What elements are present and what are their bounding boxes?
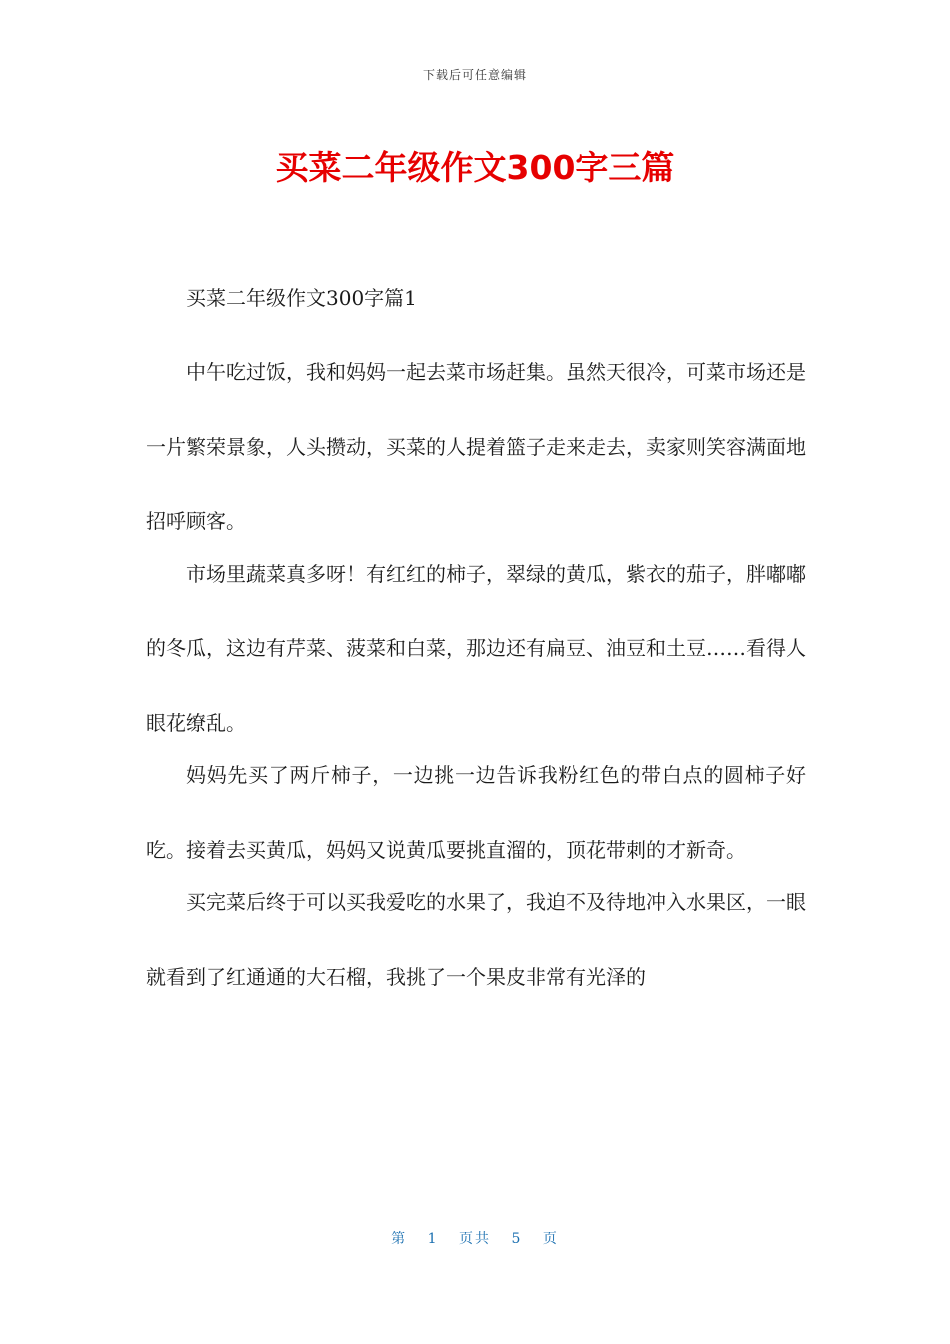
paragraph: 买完菜后终于可以买我爱吃的水果了，我迫不及待地冲入水果区，一眼就看到了红通通的大石榴，我挑了一个果皮非常有光泽的: [146, 890, 806, 989]
document-title: 买菜二年级作文300字三篇: [275, 148, 675, 187]
current-page-number: 1: [427, 1231, 439, 1247]
page-label-prefix: 第: [391, 1231, 408, 1247]
page-label-middle: 页共: [459, 1231, 491, 1247]
section-heading: 买菜二年级作文300字篇1: [186, 286, 417, 310]
document-body: [146, 283, 806, 1014]
paragraph: 中午吃过饭，我和妈妈一起去菜市场赶集。虽然天很冷，可菜市场还是一片繁荣景象，人头攒动，买菜的人提着篮子走来走去，卖家则笑容满面地招呼顾客。: [146, 360, 806, 533]
paragraph: 市场里蔬菜真多呀！有红红的柿子，翠绿的黄瓜，紫衣的茄子，胖嘟嘟的冬瓜，这边有芹菜、菠菜和白菜，那边还有扁豆、油豆和土豆……看得人眼花缭乱。: [146, 561, 806, 735]
total-pages-number: 5: [511, 1231, 523, 1247]
header-note: 下载后可任意编辑: [422, 68, 527, 82]
page-footer: [0, 1228, 950, 1248]
paragraph: 妈妈先买了两斤柿子，一边挑一边告诉我粉红色的带白点的圆柿子好吃。接着去买黄瓜，妈妈又说黄瓜要挑直溜的，顶花带刺的才新奇。: [146, 763, 806, 862]
page-label-suffix: 页: [542, 1231, 559, 1247]
